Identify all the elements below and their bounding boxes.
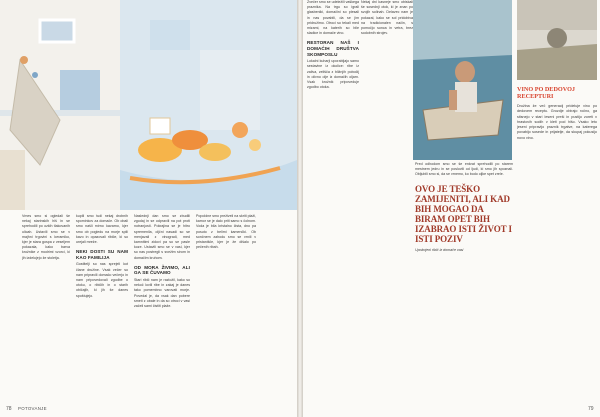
right-col1-body-top: Zvečer smo se udeležili vaškega praznika. Na trgu so igrali glasbeniki, domačini so plesali in nas povabili, da se jim pridružimo. Otroci so tekali med mizami, na katerih so bile sladice in domače vino. — [307, 0, 359, 36]
left-col3-body-top: Naslednji dan smo se zbudili zgodaj in se odpravili na pot proti notranjosti. Pokrajina se je hitro spremenila, oljčni nasadi so se menjavali z vinogradi, med kamnitimi zidovi pa so se pasle koze. Ustavili smo se v vasi, kjer so nas postregli s svežim sirom in domačim kruhom. — [134, 214, 190, 260]
right-page-number: 79 — [588, 406, 594, 412]
left-column-2 — [76, 214, 128, 394]
left-col3-heading: OD MORA ŽIVIMO, ALI GA SE ČUVAMO — [134, 264, 190, 276]
recipe-title: VINO PO DEDOVOJ RECEPTURI — [517, 86, 575, 101]
left-col2-body-bottom: Gostitelji so nas sprejeli kot člane družine. Vsak večer so nam pripravili domačo večerjo in nam pripovedovali zgodbe o otoku, o ribičih in o starih običajih, ki jih še danes spoštujejo. — [76, 262, 128, 298]
left-column-1 — [22, 214, 70, 394]
pull-quote: OVO JE TEŠKO ZAMIJENITI, ALI KAD BIH MOGAO DA BIRAM OPET BIH IZABRAO ISTI ŽIVOT I ISTI POZIV — [415, 183, 512, 244]
left-col2-body-top: kupili smo tudi nekaj drobnih spominkov za domače. Ob obali smo našli mirno kavarno, kjer smo ob pogledu na morje spili kavo in opazovali ribiče, ki so urejali mreže. — [76, 214, 128, 245]
recipe-text: Družina že več generacij prideluje vino po dedovem receptu. Grozdje obirajo ročno, ga stisnejo v stari leseni preši in pustijo zoreti v hrastovih sodih v kleti pod hišo. Vsako leto jeseni pripravijo praznik trgatve, na katerega povabijo sosede in prijatelje, da skupaj pokusijo novo vino. — [517, 104, 597, 140]
right-col2-body: Nekaj dni kasneje smo obiskali še sosednji otok, ki je znan po svojih solinah. Delavec nam je pokazal, kako se sol pridobiva na tradicionalen način, s pomočjo sonca in vetra, brez sodobnih strojev. — [361, 0, 413, 36]
fisherman-photo — [413, 0, 512, 160]
left-column-3 — [134, 214, 190, 409]
right-column-2 — [361, 0, 413, 200]
left-column-4 — [196, 214, 256, 409]
left-col4-body: Popoldne smo preživeli na skriti plaži, kamor se je dalo priti samo s čolnom. Voda je bila kristalno čista, dno pa posuto z belimi kamenčki. Ob sončnem zahodu smo se vrnili v pristanišče, kjer je že dišalo po pečenih ribah. — [196, 214, 256, 250]
left-page — [0, 0, 297, 417]
left-section-label: POTOVANJE — [18, 406, 47, 411]
right-column-1 — [307, 0, 359, 380]
fisherman-photo-illustration — [413, 0, 512, 160]
left-col2-heading: NEKI DOSTI SU NAM KAO FAMILIJA — [76, 249, 128, 260]
recipe-box — [517, 0, 597, 417]
right-col1-body-bottom: Lokalni kuharji uporabljajo samo sestavine iz okolice: ribe iz zaliva, zelišča z bližnjih pobočij in olivno olje iz domačih oljarn. Vsak krožnik pripoveduje zgodbo otoka. — [307, 59, 359, 90]
right-col1-heading: RESTORAN NAŠ I DOMAĆIH DRUŠTVA SKOMPOSLU — [307, 40, 359, 57]
harbour-photo-illustration — [0, 0, 297, 210]
right-col3-body: Pred odhodom smo se še enkrat sprehodili po starem mestnem jedru in se poslovili od ljudi, ki smo jih spoznali. Obljubili smo si, da se vrnemo, ko bodo oljke spet zrele. — [415, 162, 513, 177]
left-col3-body-bottom: Stari ribič nam je razložil, kako so nekoč lovili ribe in zakaj je danes tako pomembno varovati morje. Povedal je, da vsak dan pobere smeti z obale in da so otroci v vasi začeli sami čistiti plaže. — [134, 278, 190, 309]
left-col1-body: Vmes smo si ogledali še nekaj starinskih hiš in se sprehodili po ozkih tlakovanih ulicah. Ustavili smo se v majhni trgovini s keramiko, kjer je stara gospa z veseljem pokazala, kako barva krožnike z modrimi vzorci, ki jih izdelujejo že stoletja. — [22, 214, 70, 260]
vineyard-photo — [517, 0, 597, 80]
left-page-number: 78 — [6, 406, 12, 412]
harbour-photo — [0, 0, 297, 210]
vineyard-photo-illustration — [517, 0, 597, 80]
recipe-body — [517, 104, 597, 404]
pull-quote-caption: Upokojeni ribič iz domače vasi — [415, 247, 464, 252]
right-page — [303, 0, 600, 417]
right-column-3 — [415, 162, 513, 412]
